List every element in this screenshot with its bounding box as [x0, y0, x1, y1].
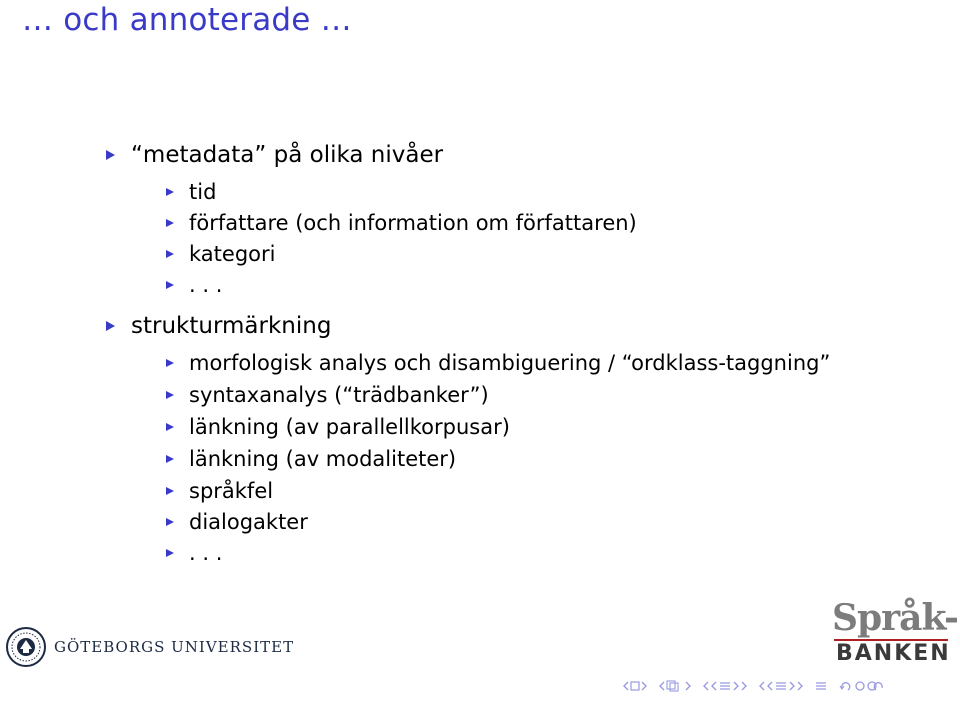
bullet-text: kategori — [189, 242, 276, 266]
bullet-text: språkfel — [189, 479, 274, 503]
bullet-icon — [166, 518, 174, 526]
bullet-icon — [166, 549, 174, 557]
bullet-icon — [166, 391, 174, 399]
bullet-text: . . . — [189, 273, 223, 297]
bullet-icon — [166, 359, 174, 367]
university-seal-icon — [6, 627, 46, 667]
nav-frame-icon[interactable] — [658, 679, 692, 693]
bullet-icon — [166, 423, 174, 431]
sub-dialogakter — [166, 510, 308, 534]
nav-section-icon[interactable] — [758, 679, 804, 693]
sub-morfologisk — [166, 351, 830, 375]
university-logo — [6, 627, 294, 667]
sub-kategori — [166, 242, 275, 266]
sprakbanken-logo — [830, 597, 958, 669]
bullet-text: tid — [189, 180, 217, 204]
sub-ellipsis-1 — [166, 273, 222, 297]
nav-search-back-icon[interactable] — [838, 679, 888, 693]
bullet-icon — [166, 487, 174, 495]
bullet-text: “metadata” på olika nivåer — [131, 142, 444, 168]
bullet-text: . . . — [189, 541, 223, 565]
bullet-text: författare (och information om författaren) — [189, 211, 637, 235]
sprakbanken-top: Språk- — [832, 597, 958, 639]
bullet-text: dialogakter — [189, 510, 308, 534]
bullet-text: länkning (av modaliteter) — [189, 447, 457, 471]
sub-lankning-parallell — [166, 415, 510, 439]
sub-ellipsis-2 — [166, 541, 222, 565]
sub-syntaxanalys — [166, 383, 489, 407]
bullet-icon — [166, 188, 174, 196]
bullet-icon — [166, 281, 174, 289]
bullet-icon — [166, 455, 174, 463]
sub-sprakfel — [166, 479, 273, 503]
bullet-text: länkning (av parallellkorpusar) — [189, 415, 510, 439]
bullet-text: morfologisk analys och disambiguering / “ordklass-taggning” — [189, 351, 831, 375]
bullet-icon — [106, 150, 115, 160]
bullet-icon — [166, 219, 174, 227]
university-name: GÖTEBORGS UNIVERSITET — [54, 638, 295, 656]
sub-tid — [166, 180, 216, 204]
nav-slide-icon[interactable] — [622, 679, 648, 693]
bullet-icon — [166, 250, 174, 258]
sprakbanken-bottom: BANKEN — [836, 641, 951, 666]
frame-title: … och annoterade … — [22, 2, 352, 38]
bullet-text: strukturmärkning — [131, 313, 332, 339]
bullet-icon — [106, 321, 115, 331]
bullet-text: syntaxanalys (“trädbanker”) — [189, 383, 489, 407]
bullet-strukturmarkning — [106, 313, 331, 339]
nav-subsection-icon[interactable] — [702, 679, 748, 693]
beamer-navigation — [622, 679, 888, 693]
sub-forfattare — [166, 211, 637, 235]
nav-toc-icon[interactable] — [814, 679, 828, 693]
bullet-metadata — [106, 142, 443, 168]
sub-lankning-modaliteter — [166, 447, 456, 471]
